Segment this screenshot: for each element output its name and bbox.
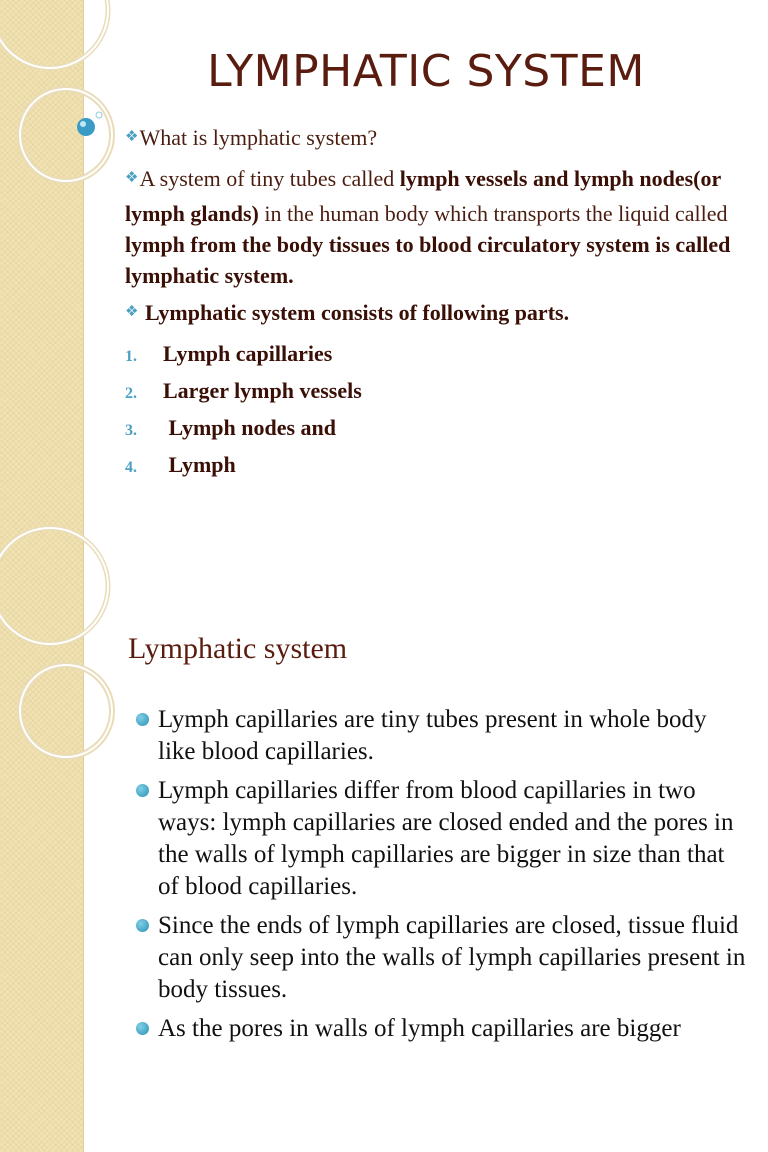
diamond-bullet-icon: ❖	[125, 304, 139, 320]
slide-title: Lymphatic system	[128, 632, 348, 665]
list-item	[130, 704, 746, 768]
bullet-text: Since the ends of lymph capillaries are closed, tissue fluid can only seep into the walls of lymph capillaries present in body tissues.	[158, 912, 746, 1003]
slide-body	[125, 122, 740, 486]
definition-paragraph	[125, 163, 740, 291]
bullet-dot-icon	[136, 1022, 149, 1035]
list-text: Lymph capillaries	[163, 341, 333, 366]
list-item	[125, 375, 740, 412]
parts-list	[125, 338, 740, 486]
list-item	[130, 910, 746, 1006]
definition-bold-1: lymph vessels and lymph nodes(or lymph glands)	[125, 166, 721, 226]
bullet-text: Lymph capillaries differ from blood capillaries in two ways: lymph capillaries are closed ended and the pores in the walls of lymph capillaries are bigger in size than that of blood capillaries.	[158, 777, 734, 900]
parts-intro-text: Lymphatic system consists of following parts.	[139, 300, 570, 325]
list-number: 4.	[125, 459, 137, 476]
question-paragraph	[125, 122, 740, 157]
list-text: Lymph	[163, 452, 236, 477]
bullet-text: As the pores in walls of lymph capillaries are bigger	[158, 1015, 681, 1042]
decorative-rings	[0, 576, 110, 776]
bullet-list	[130, 704, 746, 1052]
diamond-bullet-icon: ❖	[125, 129, 139, 145]
slide-2	[0, 576, 768, 1152]
list-text: Lymph nodes and	[163, 415, 337, 440]
list-item	[125, 449, 740, 486]
bullet-dot-icon	[136, 919, 149, 932]
bullet-dot-icon	[136, 713, 149, 726]
parts-intro-paragraph	[125, 297, 740, 332]
diamond-bullet-icon: ❖	[125, 170, 139, 186]
definition-bold-2: lymph from the body tissues to blood circulatory system is called lymphatic system.	[125, 232, 731, 288]
decorative-rings	[0, 0, 110, 200]
bullet-text: Lymph capillaries are tiny tubes present in whole body like blood capillaries.	[158, 706, 707, 765]
list-number: 1.	[125, 348, 137, 365]
list-number: 3.	[125, 422, 137, 439]
question-text: What is lymphatic system?	[139, 125, 378, 150]
list-number: 2.	[125, 385, 137, 402]
definition-text-2: in the human body which transports the liquid called	[258, 201, 728, 226]
list-item	[125, 412, 740, 449]
list-item	[130, 775, 746, 903]
list-item	[130, 1013, 746, 1045]
definition-text-1: A system of tiny tubes called	[139, 166, 400, 191]
bullet-dot-icon	[136, 784, 149, 797]
list-item	[125, 338, 740, 375]
list-text: Larger lymph vessels	[163, 378, 362, 403]
slide-title: LYMPHATIC SYSTEM	[207, 46, 645, 97]
